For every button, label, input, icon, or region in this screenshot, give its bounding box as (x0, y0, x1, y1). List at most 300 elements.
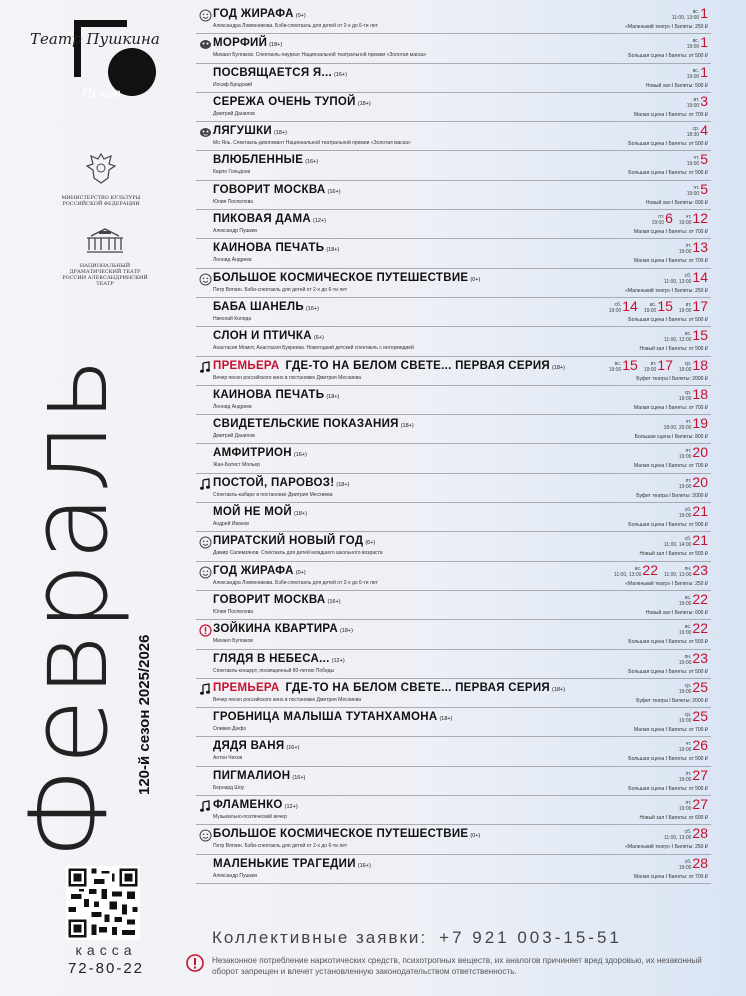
event-title[interactable] (213, 418, 414, 430)
show-time: 19:00 (678, 454, 692, 461)
event-title[interactable] (213, 682, 565, 694)
venue-price: Новый зал I Билеты: от 500 ₽ (639, 346, 708, 353)
event-title-text: ПИКОВАЯ ДАМА (213, 213, 311, 226)
season-label: 120-й сезон 2025/2026 (136, 634, 153, 795)
event-subtitle: Юлия Поспелова (213, 198, 253, 205)
day-of-week: чт. (693, 184, 700, 191)
event-row[interactable] (196, 327, 711, 356)
age-rating: (12+) (331, 657, 345, 664)
event-date[interactable] (679, 504, 708, 519)
show-time: 19:00 (608, 366, 622, 373)
age-rating: (18+) (326, 393, 340, 400)
warning-icon (186, 954, 204, 972)
show-time: 11:00, 13:00 (663, 337, 692, 344)
event-date[interactable] (679, 445, 708, 460)
day-of-week: ср. (684, 389, 692, 396)
event-title[interactable] (213, 623, 353, 635)
age-rating: (16+) (305, 159, 319, 166)
date-meta (687, 97, 700, 109)
note-icon (199, 478, 212, 491)
day-of-week: вс. (684, 624, 692, 631)
event-subtitle: Оливия Дюфо (213, 726, 247, 733)
event-subtitle: Дмитрий Данилов (213, 433, 255, 440)
event-title[interactable] (213, 858, 371, 870)
venue-price: Буфет театра I Билеты: 2000 ₽ (636, 697, 708, 704)
venue-price: Большая сцена I Билеты: от 500 ₽ (628, 141, 708, 148)
event-title-text: ПИГМАЛИОН (213, 769, 291, 782)
day-number: 1 (700, 63, 708, 80)
event-title-text: БАБА ШАНЕЛЬ (213, 300, 304, 313)
event-row[interactable] (196, 210, 711, 239)
event-title-text: ГОВОРИТ МОСКВА (213, 593, 326, 606)
event-title-text: ПИРАТСКИЙ НОВЫЙ ГОД (213, 535, 364, 548)
day-number: 20 (692, 473, 708, 490)
event-dates (679, 651, 708, 666)
venue-price: Большая сцена I Билеты: от 500 ₽ (628, 170, 708, 177)
show-time: 19:00 (643, 366, 657, 373)
age-rating: (16+) (333, 71, 347, 78)
event-row[interactable] (196, 298, 711, 327)
day-of-week: сб. (684, 507, 692, 514)
age-rating: (0+) (470, 833, 481, 840)
smile-icon (199, 566, 212, 579)
day-number: 4 (700, 122, 708, 139)
date-meta (672, 9, 699, 21)
show-time: 19:00 (686, 44, 700, 51)
day-number: 6 (665, 210, 673, 227)
day-of-week: ср. (684, 712, 692, 719)
event-date[interactable] (687, 152, 708, 167)
show-time: 11:00, 13:00 (613, 571, 642, 578)
age-rating: (18+) (357, 100, 371, 107)
event-subtitle: Леонид Андреев (213, 257, 252, 264)
age-rating: (16+) (305, 305, 319, 312)
age-rating: (18+) (293, 511, 307, 518)
venue-price: «Маленький театр» I Билеты: 250 ₽ (625, 24, 708, 30)
event-dates (679, 856, 708, 871)
venue-price: Малая сцена I Билеты: от 700 ₽ (633, 727, 708, 734)
event-row[interactable] (196, 357, 711, 386)
venue-price: Малая сцена I Билеты: от 700 ₽ (633, 111, 708, 118)
event-date[interactable] (679, 680, 708, 695)
event-date[interactable] (664, 533, 708, 548)
show-time: 19:00 (678, 864, 692, 871)
event-row[interactable] (196, 503, 711, 532)
event-title[interactable] (213, 447, 307, 459)
ministry-caption: МИНИСТЕРСТВО КУЛЬТУРЫ РОССИЙСКОЙ ФЕДЕРАЦИИ (61, 195, 141, 207)
theatre-logo (30, 8, 170, 108)
event-date[interactable] (679, 592, 708, 607)
date-meta (679, 800, 692, 812)
qr-code[interactable] (66, 866, 140, 940)
event-subtitle: Юлия Поспелова (213, 608, 253, 615)
event-dates (679, 709, 708, 724)
mask-alert-icon (199, 38, 212, 51)
event-date[interactable] (687, 123, 708, 138)
date-meta (679, 448, 692, 460)
date-meta (664, 419, 692, 431)
event-subtitle: Вечер песен российского кино в постановке Дмитрия Месхиева (213, 374, 362, 381)
event-row[interactable] (196, 679, 711, 708)
event-title[interactable] (213, 740, 299, 752)
day-number: 15 (622, 356, 638, 373)
event-date[interactable] (664, 826, 708, 841)
event-row[interactable] (196, 386, 711, 415)
event-date[interactable] (664, 270, 708, 285)
day-of-week: вс. (684, 594, 692, 601)
event-title-text: МАЛЕНЬКИЕ ТРАГЕДИИ (213, 857, 356, 870)
event-row[interactable] (196, 5, 711, 34)
event-title[interactable] (213, 330, 324, 342)
show-time: 18:00, 20:00 (663, 425, 692, 432)
show-time: 19:00 (686, 190, 700, 197)
venue-price: Новый зал I Билеты: от 500 ₽ (639, 551, 708, 558)
date-meta (644, 302, 657, 314)
event-title-text: БОЛЬШОЕ КОСМИЧЕСКОЕ ПУТЕШЕСТВИЕ (213, 828, 469, 841)
date-meta (609, 302, 622, 314)
event-title[interactable] (213, 477, 349, 489)
event-subtitle: Петр Вяткин. Бэби-спектакль для детей от 2-х до 6-ти лет (213, 286, 348, 293)
date-meta (679, 712, 692, 724)
show-time: 19:00 (608, 307, 622, 314)
date-meta (664, 829, 691, 841)
show-time: 11:00, 13:00 (663, 835, 692, 842)
event-title[interactable] (213, 506, 307, 518)
note-icon (199, 800, 212, 813)
day-number: 13 (692, 239, 708, 256)
day-of-week: пт. (685, 448, 692, 455)
left-panel (0, 0, 196, 996)
event-title[interactable] (213, 711, 452, 723)
day-of-week: вс. (684, 331, 692, 338)
event-dates (687, 152, 708, 167)
event-title[interactable] (213, 828, 480, 840)
event-title-text: ГОД ЖИРАФА (213, 8, 294, 20)
event-dates (679, 680, 708, 695)
event-row[interactable] (196, 151, 711, 180)
event-row[interactable] (196, 737, 711, 766)
event-title-text: АМФИТРИОН (213, 447, 292, 460)
event-dates (687, 123, 708, 138)
event-date[interactable] (679, 651, 708, 666)
event-title-text: КАИНОВА ПЕЧАТЬ (213, 242, 325, 255)
event-date[interactable] (679, 358, 708, 373)
note-icon (199, 683, 212, 696)
event-title-text: БОЛЬШОЕ КОСМИЧЕСКОЕ ПУТЕШЕСТВИЕ (213, 271, 469, 284)
date-meta (652, 214, 665, 226)
event-subtitle: Иосиф Бродский (213, 81, 253, 88)
day-number: 15 (692, 327, 708, 344)
venue-price: «Маленький театр» I Билеты: 250 ₽ (625, 580, 708, 587)
age-rating: (18+) (339, 628, 353, 635)
day-of-week: пт. (685, 770, 692, 777)
event-subtitle: Николай Коляда (213, 315, 252, 322)
date-meta (679, 859, 692, 871)
event-date[interactable] (679, 768, 708, 783)
event-title[interactable] (213, 272, 480, 284)
logo-script-city: Псков (82, 86, 121, 100)
day-of-week: вс. (692, 9, 700, 15)
show-time: 11:00, 13:00 (671, 15, 700, 21)
event-row[interactable] (196, 650, 711, 679)
day-number: 23 (692, 561, 708, 578)
event-subtitle: Дамир Салимзянов. Спектакль для детей младшего школьного возраста (213, 550, 383, 557)
event-title-text: МОРФИЙ (213, 37, 268, 50)
alert-icon (199, 624, 212, 637)
event-title[interactable] (213, 770, 305, 782)
event-title[interactable] (213, 389, 339, 401)
show-time: 11:00, 13:00 (663, 571, 692, 578)
event-title[interactable] (213, 37, 282, 49)
day-of-week: пт. (685, 800, 692, 807)
event-row[interactable] (196, 708, 711, 737)
event-row[interactable] (196, 181, 711, 210)
event-date[interactable] (614, 563, 658, 578)
show-time: 19:00 (678, 747, 692, 754)
venue-price: Малая сцена I Билеты: от 700 ₽ (633, 873, 708, 880)
event-title[interactable] (213, 125, 287, 137)
date-meta (614, 566, 641, 578)
event-title-text: ДЯДЯ ВАНЯ (213, 740, 285, 753)
event-row[interactable] (196, 855, 711, 884)
event-title-text: ФЛАМЕНКО (213, 799, 283, 812)
day-number: 3 (700, 92, 708, 109)
venue-price: Буфет театра I Билеты: 2000 ₽ (636, 375, 708, 382)
venue-price: Большая сцена I Билеты: от 500 ₽ (628, 53, 708, 60)
note-icon (199, 361, 212, 374)
day-number: 1 (700, 34, 708, 51)
event-row[interactable] (196, 34, 711, 63)
venue-price: Буфет театра I Билеты: 2000 ₽ (636, 492, 708, 499)
event-date[interactable] (679, 738, 708, 753)
day-number: 25 (692, 708, 708, 725)
event-row[interactable] (196, 562, 711, 591)
event-title[interactable] (213, 96, 371, 108)
event-title-text: ЛЯГУШКИ (213, 125, 272, 138)
age-rating: (0+) (295, 569, 306, 576)
alexandrinsky-caption: НАЦИОНАЛЬНЫЙ ДРАМАТИЧЕСКИЙ ТЕАТР РОССИИ АЛЕКСАНДРИНСКИЙ ТЕАТР (62, 263, 148, 287)
event-subtitle: Александра Ловянникова. Бэби-спектакль для детей от 2-х до 6-ти лет (213, 23, 378, 29)
day-of-week: пн. (684, 653, 692, 660)
show-time: 19:00 (678, 307, 692, 314)
show-time: 19:00 (643, 307, 657, 314)
venue-price: «Маленький театр» I Билеты: 250 ₽ (625, 287, 708, 294)
event-date[interactable] (687, 35, 708, 50)
day-number: 18 (692, 385, 708, 402)
event-subtitle: Леонид Андреев (213, 403, 252, 410)
show-time: 19:00 (678, 220, 692, 227)
date-meta (644, 361, 657, 373)
event-date[interactable] (664, 563, 708, 578)
event-date[interactable] (687, 94, 708, 109)
age-rating: (16+) (292, 774, 306, 781)
event-date[interactable] (609, 358, 638, 373)
event-subtitle: Александр Пушкин (213, 228, 258, 235)
box-office-number[interactable]: 72-80-22 (67, 960, 145, 977)
event-title-text: ГДЕ-ТО НА БЕЛОМ СВЕТЕ... ПЕРВАЯ СЕРИЯ (285, 359, 550, 372)
event-dates (687, 65, 708, 80)
event-row[interactable] (196, 415, 711, 444)
event-row[interactable] (196, 591, 711, 620)
event-row[interactable] (196, 64, 711, 93)
event-title[interactable] (213, 213, 326, 225)
date-meta (679, 741, 692, 753)
event-subtitle: Вечер песен российского кино в постановке Дмитрия Месхиева (213, 696, 362, 703)
age-rating: (16+) (357, 862, 371, 869)
event-title[interactable] (213, 360, 565, 372)
event-row[interactable] (196, 474, 711, 503)
event-date[interactable] (679, 856, 708, 871)
smile-icon (199, 829, 212, 842)
show-time: 19:00 (678, 806, 692, 813)
show-time: 19:00 (678, 395, 692, 402)
event-row[interactable] (196, 767, 711, 796)
event-title[interactable] (213, 184, 341, 196)
event-subtitle: Жан-Батист Мольер (213, 462, 261, 469)
event-date[interactable] (652, 211, 673, 226)
age-rating: (6+) (313, 335, 324, 342)
event-date[interactable] (679, 387, 708, 402)
collective-phone[interactable]: +7 921 003-15-51 (439, 928, 622, 947)
day-number: 28 (692, 825, 708, 842)
logo-script-name: Театр Пушкина (30, 30, 160, 48)
date-meta (664, 331, 691, 343)
collective-label: Коллективные заявки: (212, 928, 428, 947)
event-row[interactable] (196, 796, 711, 825)
event-title[interactable] (213, 535, 375, 547)
event-date[interactable] (679, 475, 708, 490)
event-date[interactable] (609, 299, 638, 314)
event-dates (614, 563, 708, 578)
event-date[interactable] (679, 621, 708, 636)
event-dates (687, 94, 708, 109)
event-date[interactable] (664, 416, 708, 431)
collective-orders (212, 928, 622, 948)
event-title[interactable] (213, 154, 318, 166)
date-meta (687, 68, 700, 80)
day-of-week: сб. (684, 272, 692, 279)
event-subtitle: Александра Ловянникова. Бэби-спектакль для детей от 2-х до 6-ти лет (213, 579, 378, 586)
day-of-week: пт. (658, 214, 665, 221)
age-rating: (18+) (326, 247, 340, 254)
event-title-text: ВЛЮБЛЕННЫЕ (213, 154, 304, 167)
date-meta (679, 214, 692, 226)
day-of-week: пт. (685, 477, 692, 484)
show-time: 19:00 (678, 688, 692, 695)
date-meta (609, 361, 622, 373)
event-row[interactable] (196, 122, 711, 151)
day-number: 27 (692, 796, 708, 813)
event-title[interactable] (213, 565, 306, 577)
show-time: 19:00 (686, 73, 700, 80)
age-rating: (18+) (336, 481, 350, 488)
event-date[interactable] (672, 6, 708, 21)
day-number: 18 (692, 356, 708, 373)
age-rating: (16+) (327, 598, 341, 605)
event-title[interactable] (213, 653, 345, 665)
age-rating: (12+) (312, 218, 326, 225)
event-title[interactable] (213, 799, 298, 811)
event-date[interactable] (644, 299, 673, 314)
show-time: 19:00 (686, 102, 700, 109)
day-number: 25 (692, 678, 708, 695)
show-time: 11:00, 14:00 (663, 542, 692, 549)
event-date[interactable] (679, 240, 708, 255)
date-meta (679, 478, 692, 490)
day-number: 21 (692, 532, 708, 549)
day-of-week: ср. (684, 682, 692, 689)
event-subtitle: Дмитрий Данилов (213, 110, 255, 117)
event-row[interactable] (196, 825, 711, 854)
event-subtitle: Антон Чехов (213, 755, 243, 762)
event-date[interactable] (679, 709, 708, 724)
event-dates (664, 328, 708, 343)
event-date[interactable] (687, 65, 708, 80)
event-dates (679, 475, 708, 490)
event-title[interactable] (213, 8, 306, 20)
day-of-week: вс. (692, 38, 700, 45)
show-time: 19:00 (678, 483, 692, 490)
event-date[interactable] (664, 328, 708, 343)
venue-price: «Маленький театр» I Билеты: 250 ₽ (625, 844, 708, 851)
date-meta (679, 302, 692, 314)
day-of-week: сб. (684, 536, 692, 543)
theatre-building-icon (83, 226, 127, 256)
event-title-text: ПОСТОЙ, ПАРОВОЗ! (213, 476, 335, 489)
show-time: 19:00 (686, 161, 700, 168)
date-meta (687, 38, 700, 50)
event-date[interactable] (679, 797, 708, 812)
event-subtitle: Мо Янь. Спектакль-дипломант Национальной театральной премии «Золотая маска» (213, 140, 411, 147)
box-office-label: касса (75, 942, 137, 958)
day-of-week: вс. (634, 565, 642, 572)
day-of-week: ср. (684, 360, 692, 367)
event-dates (679, 387, 708, 402)
event-row[interactable] (196, 620, 711, 649)
eagle-icon (84, 150, 118, 186)
event-date[interactable] (687, 182, 708, 197)
event-row[interactable] (196, 239, 711, 268)
date-meta (679, 361, 692, 373)
event-title[interactable] (213, 242, 339, 254)
event-row[interactable] (196, 444, 711, 473)
day-of-week: чт. (693, 155, 700, 162)
day-of-week: пн. (684, 565, 692, 572)
day-of-week: сб. (684, 858, 692, 865)
age-rating: (18+) (551, 364, 565, 371)
event-date[interactable] (644, 358, 673, 373)
event-title[interactable] (213, 594, 341, 606)
mask-icon (199, 126, 212, 139)
event-date[interactable] (679, 211, 708, 226)
date-meta (679, 507, 692, 519)
age-rating: (12+) (284, 804, 298, 811)
event-title[interactable] (213, 301, 319, 313)
date-meta (679, 771, 692, 783)
venue-price: Большая сцена I Билеты: от 500 ₽ (628, 639, 708, 646)
venue-price: Большая сцена I Билеты: от 500 ₽ (628, 522, 708, 529)
venue-price: Малая сцена I Билеты: от 700 ₽ (633, 463, 708, 470)
event-title[interactable] (213, 67, 347, 79)
event-row[interactable] (196, 532, 711, 561)
event-subtitle: Спектакль-кабаре в постановке Дмитрия Месхиева (213, 491, 333, 498)
date-meta (664, 536, 691, 548)
age-rating: (16+) (286, 745, 300, 752)
event-dates (679, 738, 708, 753)
event-row[interactable] (196, 93, 711, 122)
event-date[interactable] (679, 299, 708, 314)
event-row[interactable] (196, 269, 711, 298)
